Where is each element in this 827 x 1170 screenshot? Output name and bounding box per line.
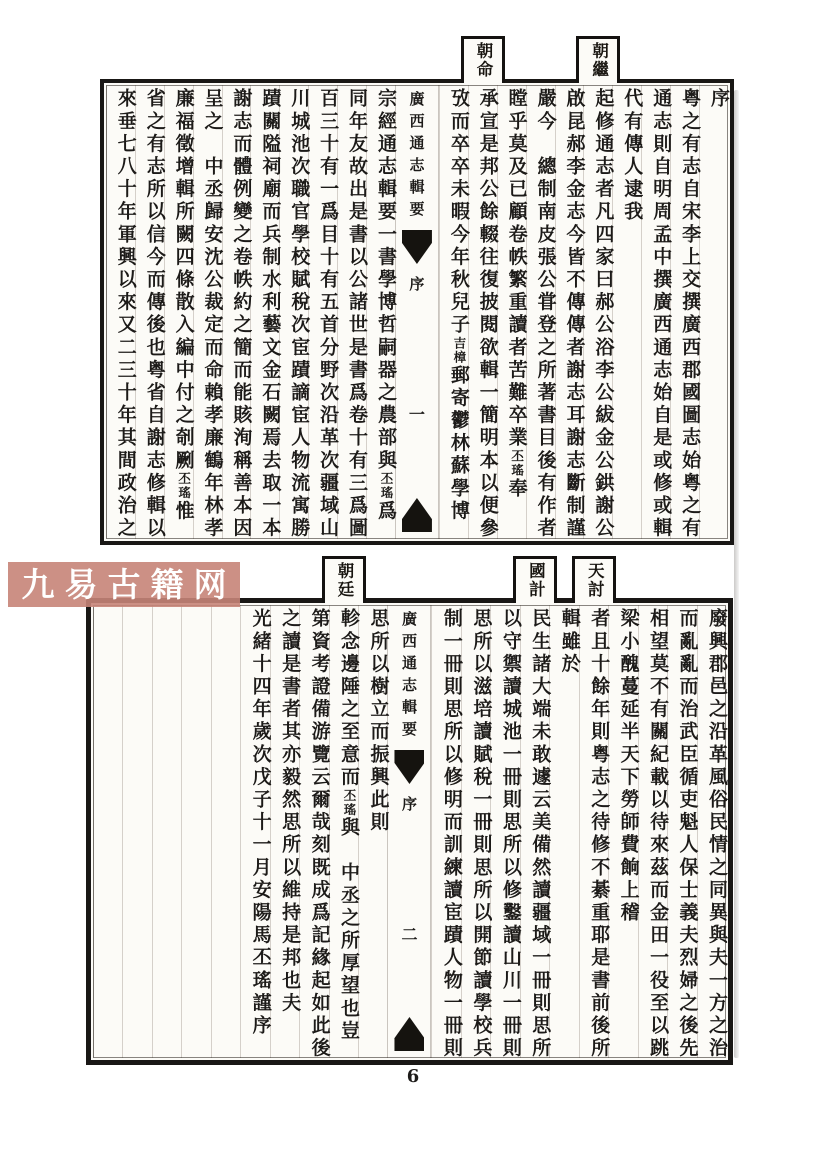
text-column — [697, 605, 726, 1058]
column-text: 省之有志所以信今而傳後也粤省自謝志修輯以 — [143, 88, 166, 540]
column-text: 第資考證備游覽云爾哉刻既成爲記緣起如此後 — [308, 608, 331, 1060]
text-column — [240, 605, 272, 1058]
empty-column — [122, 605, 151, 1058]
text-column — [329, 562, 361, 1058]
text-column — [337, 85, 369, 540]
column-text: 郵寄鬱林蘇學博 — [447, 364, 470, 523]
spine-page-number: 一 — [408, 405, 425, 424]
spine-column — [395, 85, 439, 539]
text-column — [641, 85, 673, 540]
column-text: 起修通志者凡四家曰郝公浴李公紱金公鉷謝公 — [592, 88, 615, 540]
text-column — [366, 85, 395, 539]
fishtail-ornament-lower — [402, 498, 432, 532]
column-text: 序 — [708, 88, 730, 111]
column-text: 相望莫不有關紀載以待來茲而金田一役至以跳 — [647, 608, 670, 1060]
text-column — [468, 42, 499, 540]
column-text: 川城池次職官學校賦稅次宦蹟謫宦人物流寓勝 — [288, 88, 311, 540]
text-column — [439, 85, 468, 539]
leaf-columns-container — [104, 42, 730, 541]
text-column — [670, 85, 702, 540]
raised-honorific-tab: 天討 — [572, 556, 616, 603]
fishtail-ornament-lower — [394, 1017, 424, 1051]
text-column — [299, 605, 331, 1060]
interlinear-small-note: 丕瑤 — [176, 472, 192, 501]
column-text: 嚴今 總制南皮張公甞登之所著書目後有作者 — [534, 88, 557, 540]
text-column — [520, 562, 552, 1060]
column-text: 來垂七八十年軍興以來又二三十年其間政治之 — [114, 88, 137, 540]
column-text: 粤之有志自宋李上交撰廣西郡國圖志始粤之有 — [679, 88, 702, 540]
text-column — [638, 605, 670, 1060]
text-column — [497, 85, 526, 539]
text-column — [164, 85, 193, 539]
column-text: 民生諸大端未敢遽云美備然讀疆域一冊則思所 — [529, 608, 552, 1060]
column-text: 軫念邊陲之至意而 — [338, 608, 361, 789]
text-column — [555, 85, 584, 539]
spine-book-title: 廣西通志輯要 — [407, 91, 426, 223]
page-leaf-top — [100, 42, 734, 545]
column-text: 蹟關隘祠廟而兵制水利藝文金石闕焉去取一本 — [259, 88, 282, 540]
text-column — [667, 605, 699, 1060]
text-column — [308, 85, 340, 540]
folio-number: 6 — [406, 1066, 420, 1087]
interlinear-small-note: 丕瑤 — [378, 472, 394, 501]
text-column — [699, 85, 728, 539]
fishtail-ornament-upper — [402, 230, 432, 264]
column-text: 梁小醜蔓延半天下勞師費餉上稽 — [617, 608, 640, 925]
column-text: 廢興郡邑之沿革風俗民情之同異與夫一方之治 — [706, 608, 728, 1060]
column-text: 而亂亂而治武臣循吏魁人保士義夫烈婦之後先 — [676, 608, 699, 1060]
text-column — [250, 85, 282, 540]
text-column — [106, 85, 135, 539]
text-column — [222, 85, 251, 539]
spine-page-number: 二 — [401, 925, 418, 944]
empty-column — [152, 605, 181, 1058]
column-text: 之讀是書者其亦毅然思所以維持是邦也夫 — [279, 608, 302, 1015]
text-column — [431, 605, 463, 1060]
column-text: 者且十餘年則粤志之待修不綦重耶是書前後所 — [588, 608, 611, 1060]
spine-section-label: 序 — [409, 275, 425, 293]
column-text: 同年友故出是書以公諸世是書爲卷十有三爲圖 — [346, 88, 369, 540]
text-column — [135, 85, 164, 539]
column-text: 瞠乎莫及已顧卷帙繁重讀者苦難卒業 — [505, 88, 528, 450]
interlinear-small-note: 丕瑤 — [509, 449, 525, 478]
text-column — [579, 562, 611, 1060]
spine-column — [387, 605, 431, 1058]
interlinear-small-note: 吉樟 — [451, 336, 467, 365]
column-text: 與 中丞之所厚望也豈 — [338, 816, 361, 1043]
raised-honorific-tab: 國計 — [513, 556, 557, 603]
column-text: 奉 — [505, 477, 528, 501]
column-text: 惟 — [172, 500, 195, 523]
column-text: 攷而卒卒未暇今年秋兒子 — [447, 88, 470, 337]
text-column — [549, 605, 581, 1058]
text-column — [526, 85, 555, 539]
fishtail-ornament-upper — [394, 750, 424, 784]
text-column — [490, 605, 522, 1060]
column-text: 光緒十四年歲次戊子十一月安陽馬丕瑤謹序 — [249, 608, 272, 1038]
column-text: 思所以樹立而振興此則 — [367, 608, 390, 834]
raised-honorific-tab: 朝廷 — [322, 556, 366, 603]
column-text: 謝志而體例變之卷帙約之簡而能賅洵稱善本因 — [230, 88, 253, 540]
column-text: 輯雖於 — [558, 608, 581, 676]
column-text: 呈之 中丞歸安沈公裁定而命賴孝廉鶴年林孝 — [201, 88, 224, 540]
text-column — [193, 85, 222, 539]
column-text: 啟昆郝李金志今皆不傳傳者謝志耳謝志斷制謹 — [563, 88, 586, 540]
column-text: 代有傳人逮我 — [621, 88, 644, 224]
empty-column — [211, 605, 240, 1058]
column-text: 承宣是邦公餘輟往復披閱欲輯一簡明本以便參 — [476, 88, 499, 540]
empty-column — [181, 605, 210, 1058]
column-text: 百三十有一爲目十有五首分野次沿革次疆域山 — [317, 88, 340, 540]
column-text: 制一冊則思所以修明而訓練讀宦蹟人物一冊則 — [440, 608, 463, 1060]
text-column — [461, 605, 493, 1060]
spine-section-label: 序 — [401, 795, 417, 813]
text-column — [279, 85, 311, 540]
text-column — [358, 605, 390, 1058]
interlinear-small-note: 丕瑤 — [342, 788, 358, 817]
spine-book-title: 廣西通志輯要 — [399, 611, 418, 743]
empty-column — [93, 605, 122, 1058]
column-text: 以守禦讀城池一冊則思所以修鑿讀山川一冊則 — [499, 608, 522, 1060]
raised-honorific-tab: 朝命 — [461, 36, 505, 83]
watermark-banner — [8, 562, 240, 607]
text-column — [608, 605, 640, 1058]
column-text: 爲 — [374, 500, 397, 523]
scan-edge-shadow — [734, 90, 739, 1058]
watermark-text: 九易古籍网 — [21, 565, 237, 604]
text-column — [583, 42, 615, 540]
column-text: 宗經通志輯要一書學博哲嗣器之農部與 — [374, 88, 397, 473]
column-text: 思所以滋培讀賦稅一冊則思所以開節讀學校兵 — [470, 608, 493, 1060]
column-text: 廉福徵增輯所闕四條散入編中付之剞劂 — [172, 88, 195, 473]
raised-honorific-tab: 朝繼 — [576, 36, 620, 83]
column-text: 通志則自明周孟中撰廣西通志始自是或修或輯 — [650, 88, 673, 540]
text-column — [612, 85, 644, 539]
text-column — [270, 605, 302, 1058]
